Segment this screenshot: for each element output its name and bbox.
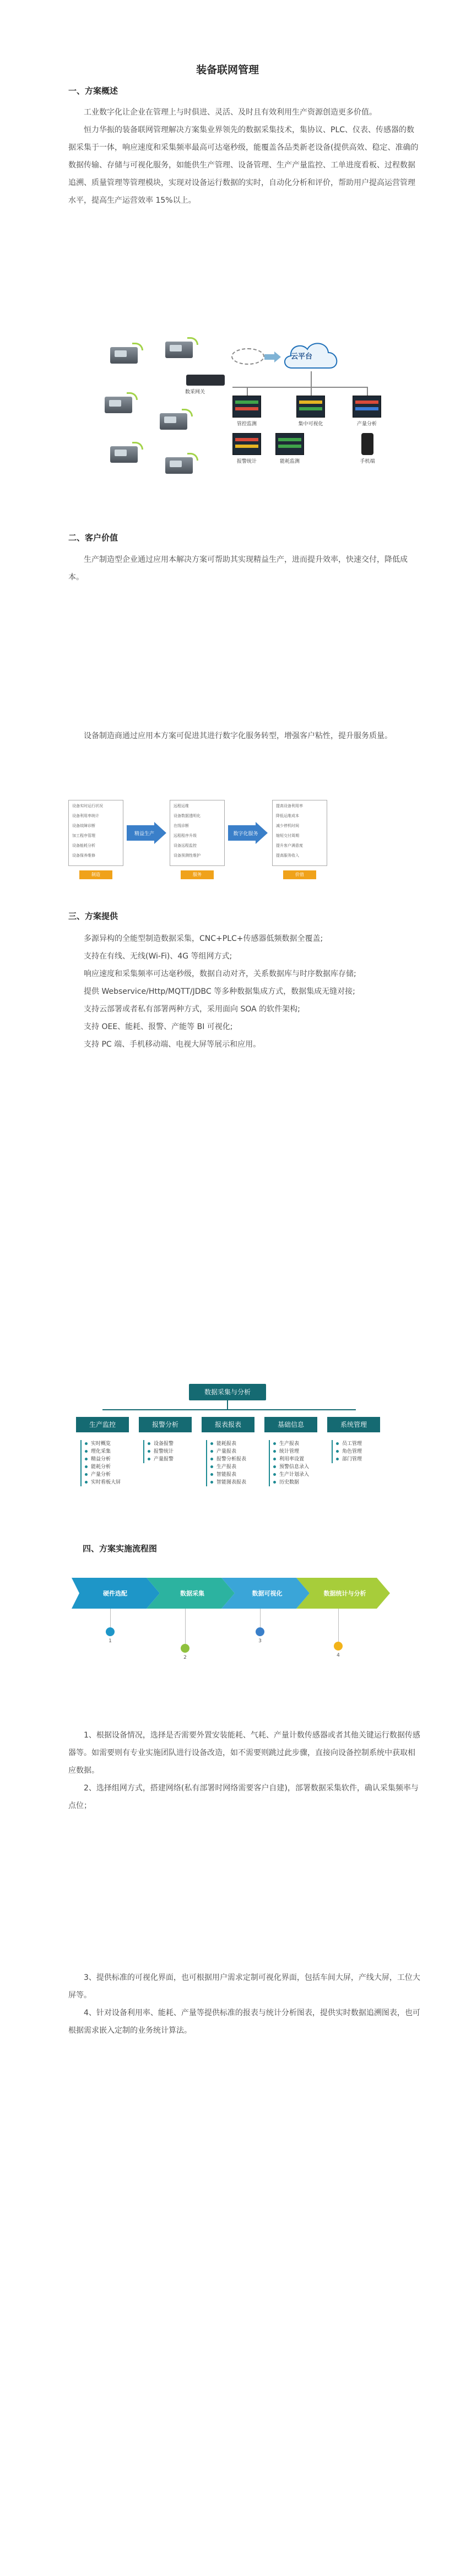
machine-icon xyxy=(110,343,144,364)
section-2-body xyxy=(68,551,421,586)
value-line: 设备数据透明化 xyxy=(174,814,201,818)
steps-body-2 xyxy=(68,1969,421,2039)
step-label: 数据统计与分析 xyxy=(323,1590,366,1597)
step-number: 3 xyxy=(258,1638,262,1644)
connector-line xyxy=(247,387,248,396)
tree-item: 产量分析 xyxy=(85,1471,136,1479)
section-3-line: 响应速度和采集频率可达毫秒级，数据自动对齐，关系数据库与时序数据库存储; xyxy=(84,970,356,978)
machine-icon xyxy=(160,409,194,430)
page-title: 装备联网管理 xyxy=(196,64,259,76)
machine-icon xyxy=(165,453,199,474)
tree-item: 能耗分析 xyxy=(85,1463,136,1471)
cloud-label: 云平台 xyxy=(291,353,313,361)
value-line: 减少停机时间 xyxy=(276,824,299,828)
value-line: 远程运维 xyxy=(174,804,189,808)
dashboard-screen xyxy=(232,433,261,455)
tree-category: 系统管理 xyxy=(327,1417,380,1432)
value-line: 设备利用率统计 xyxy=(72,814,99,818)
step-paragraph: 2、选择组网方式，搭建网络(私有部署时网络需要客户自建)，部署数据采集软件，确认采集频率与点位； xyxy=(68,1784,419,1810)
tree-items xyxy=(80,1440,136,1486)
value-flow-figure xyxy=(68,800,387,888)
section-3-body xyxy=(68,930,421,1053)
value-line: 设备预测性维护 xyxy=(174,853,201,858)
section-4-heading: 四、方案实施流程图 xyxy=(83,1544,158,1554)
tree-item: 利用率设置 xyxy=(273,1455,324,1463)
value-line: 加工程序管理 xyxy=(72,834,95,838)
tree-item: 历史数据 xyxy=(273,1479,324,1486)
step-paragraph: 3、提供标准的可视化界面，也可根据用户需求定制可视化界面，包括车间大屏，产线大屏，工位大屏等。 xyxy=(68,1973,420,2000)
connector-line xyxy=(311,387,312,396)
step-label: 数据可视化 xyxy=(252,1590,283,1597)
tree-item: 理化采集 xyxy=(85,1448,136,1455)
section-2-heading: 二、客户价值 xyxy=(68,533,118,543)
value-box xyxy=(272,800,327,866)
value-box xyxy=(170,800,225,866)
value-tag: 制造 xyxy=(79,870,112,879)
step-label: 数据采集 xyxy=(180,1590,204,1597)
screen-label: 集中可视化 xyxy=(298,421,323,427)
tree-line xyxy=(227,1400,228,1409)
arrow-right-icon xyxy=(264,351,281,362)
step-paragraph: 4、针对设备利用率、能耗、产量等提供标准的报表与统计分析图表，提供实时数据追溯图表，也可根据需求嵌入定制的业务统计算法。 xyxy=(68,2009,420,2035)
tree-item: 生产报表 xyxy=(210,1463,261,1471)
section-3-line: 支持 OEE、能耗、报警、产能等 BI 可视化; xyxy=(84,1022,233,1031)
steps-body-1 xyxy=(68,1727,421,1815)
section-1-p1: 工业数字化让企业在管理上与时俱进、灵活、及时且有效利用生产资源创造更多价值。 xyxy=(84,108,377,117)
value-line: 设备实时运行状况 xyxy=(72,804,103,808)
screen-label: 手机端 xyxy=(360,459,375,464)
machine-icon xyxy=(165,337,199,358)
tree-root: 数据采集与分析 xyxy=(189,1384,266,1400)
dashboard-screen xyxy=(353,396,381,418)
value-tag: 服务 xyxy=(181,870,214,879)
tree-item: 实时看板大屏 xyxy=(85,1479,136,1486)
tree-item: 预警信息录入 xyxy=(273,1463,324,1471)
section-3-line: 支持 PC 端、手机移动端、电视大屏等展示和应用。 xyxy=(84,1040,261,1049)
tree-category: 基础信息 xyxy=(264,1417,317,1432)
function-tree-figure xyxy=(76,1384,384,1527)
tree-item: 智能报表 xyxy=(210,1471,261,1479)
tree-item: 实时概览 xyxy=(85,1440,136,1448)
signal-oval xyxy=(231,348,264,365)
tree-category: 报警分析 xyxy=(139,1417,192,1432)
timeline-dot xyxy=(181,1644,189,1653)
section-2-p1: 生产制造型企业通过应用本解决方案可帮助其实现精益生产，进而提升效率，快速交付，降低成本。 xyxy=(68,555,408,582)
value-line: 缩短交付周期 xyxy=(276,834,299,838)
tree-item: 生产计划录入 xyxy=(273,1471,324,1479)
gateway-label: 数采网关 xyxy=(185,389,205,395)
value-line: 远程程序升级 xyxy=(174,834,197,838)
timeline-stem xyxy=(338,1609,339,1642)
architecture-figure xyxy=(99,326,386,491)
value-line: 提升客户满意度 xyxy=(276,843,303,848)
tree-item: 智能图表报表 xyxy=(210,1479,261,1486)
step-label: 硬件选配 xyxy=(103,1590,127,1597)
machine-icon xyxy=(110,442,144,463)
section-2-body-2 xyxy=(68,727,421,745)
tree-item: 报警统计 xyxy=(148,1448,198,1455)
section-3-line: 支持在有线、无线(Wi-Fi)、4G 等组网方式; xyxy=(84,952,232,961)
gateway-icon xyxy=(186,375,225,386)
arrow-label: 精益生产 xyxy=(134,831,154,837)
step-number: 2 xyxy=(183,1655,187,1660)
timeline-stem xyxy=(110,1609,111,1627)
tree-line xyxy=(102,1409,356,1410)
section-1-p2: 恒力华振的装备联网管理解决方案集业界领先的数据采集技术，集协议、PLC、仪表、传感器的数据采集于一体，响应速度和采集频率最高可达毫秒级，能覆盖各品类新老设备(提供高效、稳定、准确的数据传输、存储与可视化服务，如能供生产管理、设备管理、生产产量监控、工单进度看板、过程数据追溯、质量管理等管理模块，实现对设备运行数据的实时，自动化分析和评价，帮助用户提高运营管理水平，提高生产运营效率 15%以上。 xyxy=(68,126,419,205)
tree-item: 角色管理 xyxy=(336,1448,387,1455)
value-line: 设备远程监控 xyxy=(174,843,197,848)
screen-label: 产量分析 xyxy=(356,421,377,427)
tree-item: 报警分析报表 xyxy=(210,1455,261,1463)
section-3-line: 多源异构的全能型制造数据采集，CNC+PLC+传感器低频数据全覆盖; xyxy=(84,934,323,943)
arrow-label: 数字化服务 xyxy=(233,831,258,837)
timeline-stem xyxy=(260,1609,261,1627)
connector-line xyxy=(367,387,368,396)
step-paragraph: 1、根据设备情况，选择是否需要外置安装能耗、气耗、产量计数传感器或者其他关键运行数据传感器等。如需要则有专业实施团队进行设备改造，如不需要则跳过此步骤，直接向设备控制系统中获取相应数据。 xyxy=(68,1731,420,1775)
tree-item: 统计管理 xyxy=(273,1448,324,1455)
value-line: 在线诊断 xyxy=(174,824,189,828)
connector-line xyxy=(232,387,368,388)
value-tag: 价值 xyxy=(283,870,316,879)
machine-icon xyxy=(105,392,139,413)
tree-items xyxy=(332,1440,387,1463)
value-line: 设备故障诊断 xyxy=(72,824,95,828)
section-1-heading: 一、方案概述 xyxy=(68,86,118,96)
tree-items xyxy=(143,1440,198,1463)
dashboard-screen xyxy=(296,396,325,418)
tree-item: 产量报警 xyxy=(148,1455,198,1463)
dashboard-screen xyxy=(232,396,261,418)
tree-item: 精益分析 xyxy=(85,1455,136,1463)
tree-category: 生产监控 xyxy=(76,1417,129,1432)
value-line: 设备能耗分析 xyxy=(72,843,95,848)
screen-label: 管控监测 xyxy=(236,421,257,427)
tree-item: 设备报警 xyxy=(148,1440,198,1448)
phone-icon xyxy=(361,433,373,455)
step-number: 4 xyxy=(337,1653,340,1658)
timeline-dot xyxy=(256,1627,264,1636)
tree-item: 员工管理 xyxy=(336,1440,387,1448)
tree-item: 产量报表 xyxy=(210,1448,261,1455)
section-3-line: 提供 Webservice/Http/MQTT/JDBC 等多种数据集成方式，数据集成无缝对接; xyxy=(84,987,355,996)
process-timeline xyxy=(72,1578,391,1666)
section-2-p2: 设备制造商通过应用本方案可促进其进行数字化服务转型，增强客户粘性，提升服务质量。 xyxy=(84,732,392,740)
tree-items xyxy=(206,1440,261,1486)
connector-line xyxy=(311,371,312,387)
timeline-dot xyxy=(106,1627,115,1636)
value-box xyxy=(68,800,123,866)
tree-item: 部门管理 xyxy=(336,1455,387,1463)
dashboard-screen xyxy=(275,433,304,455)
step-number: 1 xyxy=(109,1638,112,1644)
tree-item: 能耗报表 xyxy=(210,1440,261,1448)
screen-label: 能耗监测 xyxy=(279,459,300,464)
section-3-line: 支持云部署或者私有部署两种方式，采用面向 SOA 的软件架构; xyxy=(84,1005,300,1014)
value-line: 设备保养维修 xyxy=(72,853,95,858)
tree-items xyxy=(269,1440,324,1486)
tree-item: 生产报表 xyxy=(273,1440,324,1448)
screen-label: 报警统计 xyxy=(236,459,257,464)
value-line: 降低运维成本 xyxy=(276,814,299,818)
timeline-dot xyxy=(334,1642,343,1650)
value-line: 提高设备利用率 xyxy=(276,804,303,808)
section-3-heading: 三、方案提供 xyxy=(68,911,118,921)
value-line: 提高服务收入 xyxy=(276,853,299,858)
tree-category: 报表报表 xyxy=(202,1417,254,1432)
section-1-body xyxy=(68,104,421,209)
timeline-stem xyxy=(185,1609,186,1644)
